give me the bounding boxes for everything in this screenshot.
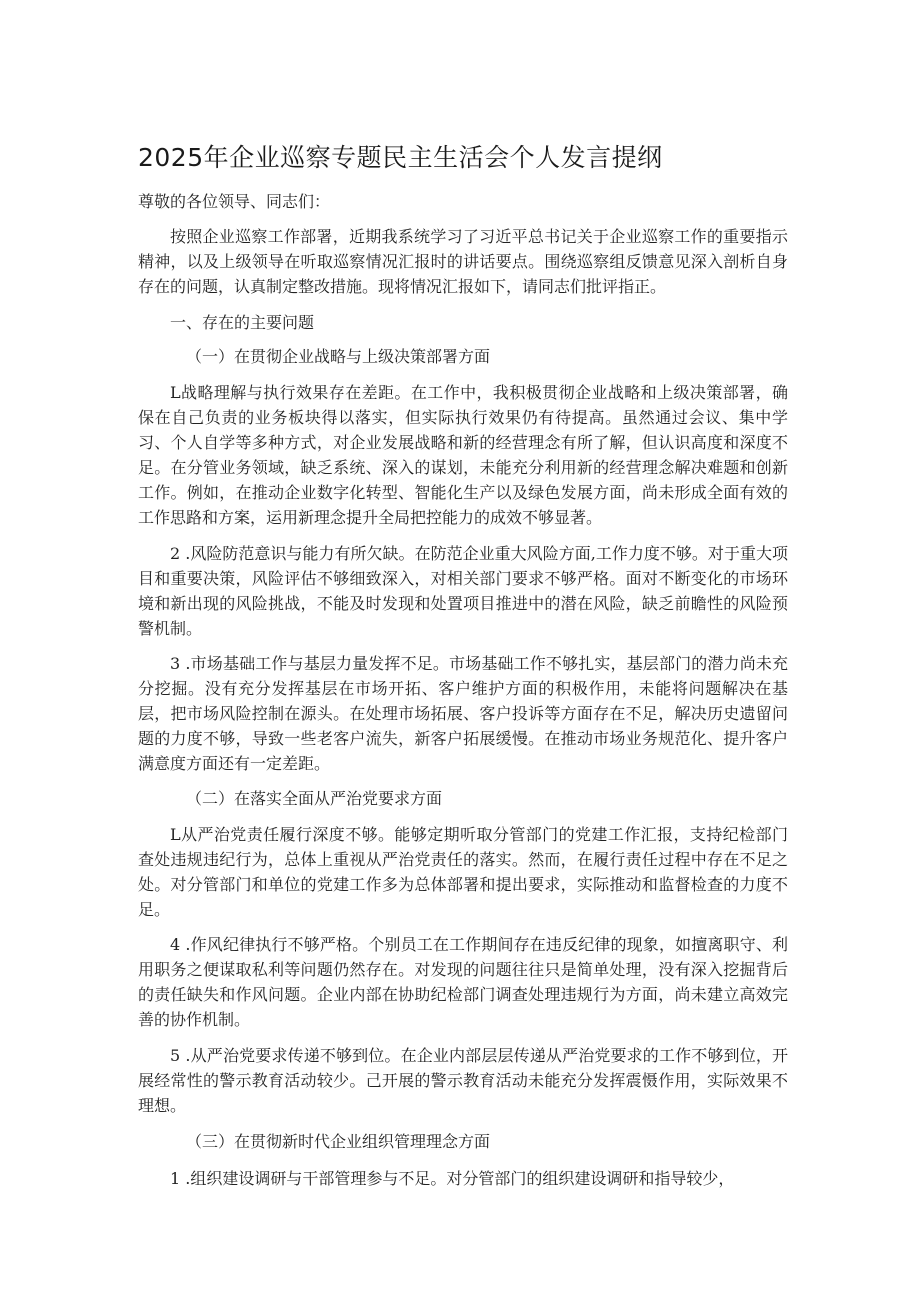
paragraph-6: 5 .从严治党要求传递不够到位。在企业内部层层传递从严治党要求的工作不够到位，开展经常性的警示教育活动较少。己开展的警示教育活动未能充分发挥震慑作用，实际效果不理想。: [138, 1046, 788, 1115]
paragraph-1: L战略理解与执行效果存在差距。在工作中，我积极贯彻企业战略和上级决策部署，确保在自己负责的业务板块得以落实，但实际执行效果仍有待提高。虽然通过会议、集中学习、个人自学等多种方式，对企业发展战略和新的经营理念有所了解，但认识高度和深度不足。在分管业务领域，缺乏系统、深入的谋划，未能充分利用新的经营理念解决难题和创新工作。例如，在推动企业数字化转型、智能化生产以及绿色发展方面，尚未形成全面有效的工作思路和方案，运用新理念提升全局把控能力的成效不够显著。: [138, 383, 788, 527]
subsection-heading-1: （一）在贯彻企业战略与上级决策部署方面: [186, 347, 491, 366]
subsection-heading-2: （二）在落实全面从严治党要求方面: [186, 789, 443, 808]
paragraph-2: 2 .风险防范意识与能力有所欠缺。在防范企业重大风险方面,工作力度不够。对于重大项目和重要决策，风险评估不够细致深入，对相关部门要求不够严格。面对不断变化的市场环境和新出现的风险挑战，不能及时发现和处置项目推进中的潜在风险，缺乏前瞻性的风险预警机制。: [138, 544, 788, 638]
paragraph-3: 3 .市场基础工作与基层力量发挥不足。市场基础工作不够扎实，基层部门的潜力尚未充分挖掘。没有充分发挥基层在市场开拓、客户维护方面的积极作用，未能将问题解决在基层，把市场风险控制在源头。在处理市场拓展、客户投诉等方面存在不足，解决历史遗留问题的力度不够，导致一些老客户流失，新客户拓展缓慢。在推动市场业务规范化、提升客户满意度方面还有一定差距。: [138, 654, 788, 773]
paragraph-7: 1 .组织建设调研与干部管理参与不足。对分管部门的组织建设调研和指导较少，: [170, 1169, 735, 1188]
section-heading-1: 一、存在的主要问题: [170, 313, 315, 332]
greeting: 尊敬的各位领导、同志们：: [138, 192, 331, 211]
paragraph-5: 4 .作风纪律执行不够严格。个别员工在工作期间存在违反纪律的现象，如擅离职守、利用职务之便谋取私利等问题仍然存在。对发现的问题往往只是简单处理，没有深入挖掘背后的责任缺失和作风问题。企业内部在协助纪检部门调查处理违规行为方面，尚未建立高效完善的协作机制。: [138, 935, 788, 1029]
page-title: 2025年企业巡察专题民主生活会个人发言提纲: [138, 143, 663, 172]
intro-paragraph: 按照企业巡察工作部署，近期我系统学习了习近平总书记关于企业巡察工作的重要指示精神，以及上级领导在听取巡察情况汇报时的讲话要点。围绕巡察组反馈意见深入剖析自身存在的问题，认真制定整改措施。现将情况汇报如下，请同志们批评指正。: [138, 227, 788, 296]
paragraph-4: L从严治党责任履行深度不够。能够定期听取分管部门的党建工作汇报，支持纪检部门查处违规违纪行为，总体上重视从严治党责任的落实。然而，在履行责任过程中存在不足之处。对分管部门和单位的党建工作多为总体部署和提出要求，实际推动和监督检查的力度不足。: [138, 825, 788, 919]
subsection-heading-3: （三）在贯彻新时代企业组织管理理念方面: [186, 1132, 491, 1151]
